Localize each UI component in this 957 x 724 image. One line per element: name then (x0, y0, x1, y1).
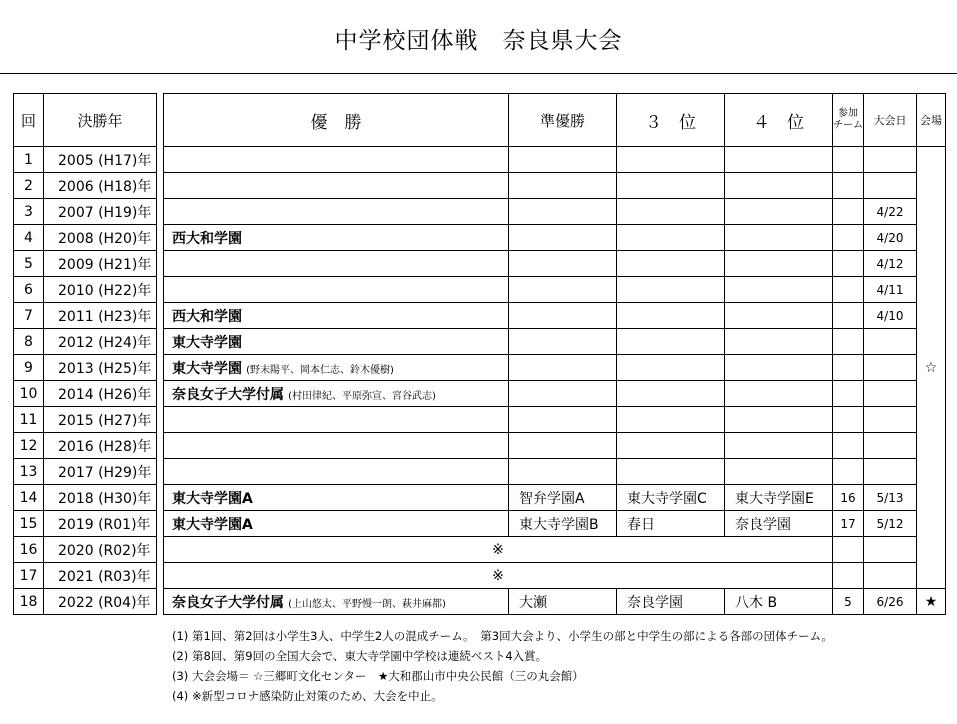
winner-cell (164, 355, 509, 381)
teams-cell (833, 537, 864, 563)
table-row (14, 407, 157, 433)
third-cell (617, 355, 725, 381)
teams-cell (833, 173, 864, 199)
teams-cell (833, 381, 864, 407)
winner-cell (164, 277, 509, 303)
date-cell: 4/22 (864, 199, 917, 225)
table-row (14, 173, 157, 199)
winner-cell (164, 589, 509, 615)
runner-up-cell: 智弁学園A (509, 485, 617, 511)
round-cell: 10 (14, 381, 44, 407)
runner-up-cell (509, 147, 617, 173)
round-cell: 8 (14, 329, 44, 355)
winner-name: 奈良女子大学付属 (172, 594, 284, 611)
table-row (14, 537, 157, 563)
year-cell: 2022 (R04)年 (44, 589, 157, 615)
header-winner: 優 勝 (164, 94, 509, 147)
round-year-table (13, 93, 157, 615)
table-row (164, 381, 946, 407)
footnotes (172, 626, 833, 706)
header-teams-line2: チーム (833, 120, 863, 131)
date-cell: 4/11 (864, 277, 917, 303)
table-row (14, 251, 157, 277)
third-cell (617, 147, 725, 173)
venue-cell-sango: ☆ (917, 147, 946, 589)
table-row (164, 199, 946, 225)
runner-up-cell (509, 329, 617, 355)
fourth-cell (725, 251, 833, 277)
teams-cell (833, 147, 864, 173)
round-cell: 5 (14, 251, 44, 277)
teams-cell (833, 303, 864, 329)
table-row (14, 589, 157, 615)
header-date: 大会日 (864, 94, 917, 147)
winner-members: (村田律紀、平原弥宣、宮谷武志) (288, 390, 436, 402)
cancelled-cell: ※ (164, 537, 833, 563)
teams-cell (833, 329, 864, 355)
teams-cell: 17 (833, 511, 864, 537)
round-cell: 11 (14, 407, 44, 433)
winner-name: 東大寺学園 (172, 334, 242, 351)
round-cell: 16 (14, 537, 44, 563)
table-row (164, 225, 946, 251)
fourth-cell: 東大寺学園E (725, 485, 833, 511)
round-cell: 13 (14, 459, 44, 485)
third-cell (617, 199, 725, 225)
round-cell: 7 (14, 303, 44, 329)
fourth-cell (725, 225, 833, 251)
results-table (163, 93, 946, 615)
table-row (14, 485, 157, 511)
round-cell: 1 (14, 147, 44, 173)
header-round: 回 (14, 94, 44, 147)
year-cell: 2014 (H26)年 (44, 381, 157, 407)
table-row (164, 459, 946, 485)
winner-members: (野末陽平、岡本仁志、鈴木優樹) (246, 364, 394, 376)
date-cell (864, 381, 917, 407)
year-cell: 2009 (H21)年 (44, 251, 157, 277)
table-row (164, 251, 946, 277)
date-cell (864, 459, 917, 485)
fourth-cell (725, 407, 833, 433)
year-cell: 2021 (R03)年 (44, 563, 157, 589)
table-row (164, 433, 946, 459)
table-row (164, 589, 946, 615)
teams-cell (833, 277, 864, 303)
footnote: (2) 第8回、第9回の全国大会で、東大寺学園中学校は連続ベスト4入賞。 (172, 649, 548, 663)
runner-up-cell: 東大寺学園B (509, 511, 617, 537)
year-cell: 2018 (H30)年 (44, 485, 157, 511)
date-cell: 5/12 (864, 511, 917, 537)
fourth-cell (725, 459, 833, 485)
table-row (14, 147, 157, 173)
year-cell: 2013 (H25)年 (44, 355, 157, 381)
footnote: (1) 第1回、第2回は小学生3人、中学生2人の混成チーム。 第3回大会より、小学生の部と中学生の部による各部の団体チーム。 (172, 629, 833, 643)
winner-name: 西大和学園 (172, 230, 242, 247)
title-divider (0, 73, 957, 74)
header-teams (833, 94, 864, 147)
date-cell (864, 407, 917, 433)
third-cell: 春日 (617, 511, 725, 537)
teams-cell (833, 199, 864, 225)
teams-cell (833, 459, 864, 485)
teams-cell (833, 407, 864, 433)
date-cell: 4/10 (864, 303, 917, 329)
fourth-cell: 八木 B (725, 589, 833, 615)
venue-cell-koriyama: ★ (917, 589, 946, 615)
year-cell: 2015 (H27)年 (44, 407, 157, 433)
fourth-cell (725, 277, 833, 303)
fourth-cell (725, 329, 833, 355)
header-year: 決勝年 (44, 94, 157, 147)
runner-up-cell: 大瀬 (509, 589, 617, 615)
date-cell: 4/20 (864, 225, 917, 251)
third-cell (617, 433, 725, 459)
table-row (14, 329, 157, 355)
round-cell: 2 (14, 173, 44, 199)
winner-cell (164, 303, 509, 329)
table-row (164, 173, 946, 199)
table-row (14, 459, 157, 485)
runner-up-cell (509, 225, 617, 251)
table-row (164, 407, 946, 433)
year-cell: 2012 (H24)年 (44, 329, 157, 355)
winner-members: (上山悠太、平野慢一朗、萩井麻都) (288, 598, 446, 610)
third-cell (617, 303, 725, 329)
winner-name: 奈良女子大学付属 (172, 386, 284, 403)
winner-name: 東大寺学園 (172, 360, 242, 377)
third-cell (617, 329, 725, 355)
winner-cell (164, 433, 509, 459)
table-row (164, 563, 946, 589)
winner-cell (164, 407, 509, 433)
round-cell: 14 (14, 485, 44, 511)
date-cell (864, 355, 917, 381)
fourth-cell (725, 433, 833, 459)
runner-up-cell (509, 355, 617, 381)
runner-up-cell (509, 407, 617, 433)
third-cell (617, 251, 725, 277)
table-row (164, 511, 946, 537)
teams-cell (833, 355, 864, 381)
table-row (14, 511, 157, 537)
year-cell: 2017 (H29)年 (44, 459, 157, 485)
teams-cell (833, 563, 864, 589)
table-row (14, 199, 157, 225)
fourth-cell (725, 303, 833, 329)
header-venue: 会場 (917, 94, 946, 147)
third-cell (617, 381, 725, 407)
third-cell (617, 225, 725, 251)
winner-cell (164, 511, 509, 537)
round-cell: 17 (14, 563, 44, 589)
winner-name: 東大寺学園A (172, 516, 253, 533)
table-row (14, 277, 157, 303)
date-cell: 5/13 (864, 485, 917, 511)
header-teams-line1: 参加 (838, 108, 858, 119)
runner-up-cell (509, 251, 617, 277)
winner-cell (164, 485, 509, 511)
header-fourth: ４ 位 (725, 94, 833, 147)
table-row (164, 485, 946, 511)
third-cell (617, 277, 725, 303)
winner-cell (164, 459, 509, 485)
fourth-cell (725, 381, 833, 407)
round-cell: 9 (14, 355, 44, 381)
table-row (14, 563, 157, 589)
teams-cell (833, 251, 864, 277)
winner-cell (164, 147, 509, 173)
round-cell: 12 (14, 433, 44, 459)
header-third: ３ 位 (617, 94, 725, 147)
year-cell: 2011 (H23)年 (44, 303, 157, 329)
year-cell: 2006 (H18)年 (44, 173, 157, 199)
table-row (14, 381, 157, 407)
header-runner-up: 準優勝 (509, 94, 617, 147)
winner-name: 西大和学園 (172, 308, 242, 325)
round-cell: 4 (14, 225, 44, 251)
date-cell: 4/12 (864, 251, 917, 277)
winner-cell (164, 251, 509, 277)
table-row (14, 433, 157, 459)
teams-cell: 5 (833, 589, 864, 615)
runner-up-cell (509, 199, 617, 225)
round-cell: 6 (14, 277, 44, 303)
third-cell (617, 407, 725, 433)
third-cell: 奈良学園 (617, 589, 725, 615)
winner-cell (164, 381, 509, 407)
third-cell (617, 173, 725, 199)
table-row (164, 147, 946, 173)
fourth-cell: 奈良学園 (725, 511, 833, 537)
runner-up-cell (509, 381, 617, 407)
footnote: (4) ※新型コロナ感染防止対策のため、大会を中止。 (172, 689, 443, 703)
table-row (14, 303, 157, 329)
year-cell: 2008 (H20)年 (44, 225, 157, 251)
table-row (164, 329, 946, 355)
table-row (164, 355, 946, 381)
date-cell (864, 173, 917, 199)
fourth-cell (725, 147, 833, 173)
year-cell: 2016 (H28)年 (44, 433, 157, 459)
year-cell: 2007 (H19)年 (44, 199, 157, 225)
table-row (14, 355, 157, 381)
table-row (14, 225, 157, 251)
winner-cell (164, 173, 509, 199)
footnote: (3) 大会会場＝ ☆三郷町文化センター ★大和郡山市中央公民館（三の丸会館） (172, 669, 584, 683)
teams-cell (833, 225, 864, 251)
runner-up-cell (509, 433, 617, 459)
winner-cell (164, 225, 509, 251)
date-cell (864, 537, 917, 563)
fourth-cell (725, 173, 833, 199)
date-cell (864, 433, 917, 459)
winner-cell (164, 329, 509, 355)
year-cell: 2020 (R02)年 (44, 537, 157, 563)
table-row (164, 303, 946, 329)
page-title: 中学校団体戦 奈良県大会 (334, 28, 623, 54)
runner-up-cell (509, 459, 617, 485)
runner-up-cell (509, 173, 617, 199)
winner-cell (164, 199, 509, 225)
date-cell: 6/26 (864, 589, 917, 615)
table-row (164, 277, 946, 303)
year-cell: 2010 (H22)年 (44, 277, 157, 303)
runner-up-cell (509, 277, 617, 303)
third-cell: 東大寺学園C (617, 485, 725, 511)
round-cell: 15 (14, 511, 44, 537)
round-cell: 18 (14, 589, 44, 615)
table-row (164, 537, 946, 563)
fourth-cell (725, 199, 833, 225)
round-cell: 3 (14, 199, 44, 225)
fourth-cell (725, 355, 833, 381)
year-cell: 2005 (H17)年 (44, 147, 157, 173)
winner-name: 東大寺学園A (172, 490, 253, 507)
teams-cell: 16 (833, 485, 864, 511)
year-cell: 2019 (R01)年 (44, 511, 157, 537)
date-cell (864, 329, 917, 355)
date-cell (864, 563, 917, 589)
date-cell (864, 147, 917, 173)
cancelled-cell: ※ (164, 563, 833, 589)
teams-cell (833, 433, 864, 459)
third-cell (617, 459, 725, 485)
runner-up-cell (509, 303, 617, 329)
